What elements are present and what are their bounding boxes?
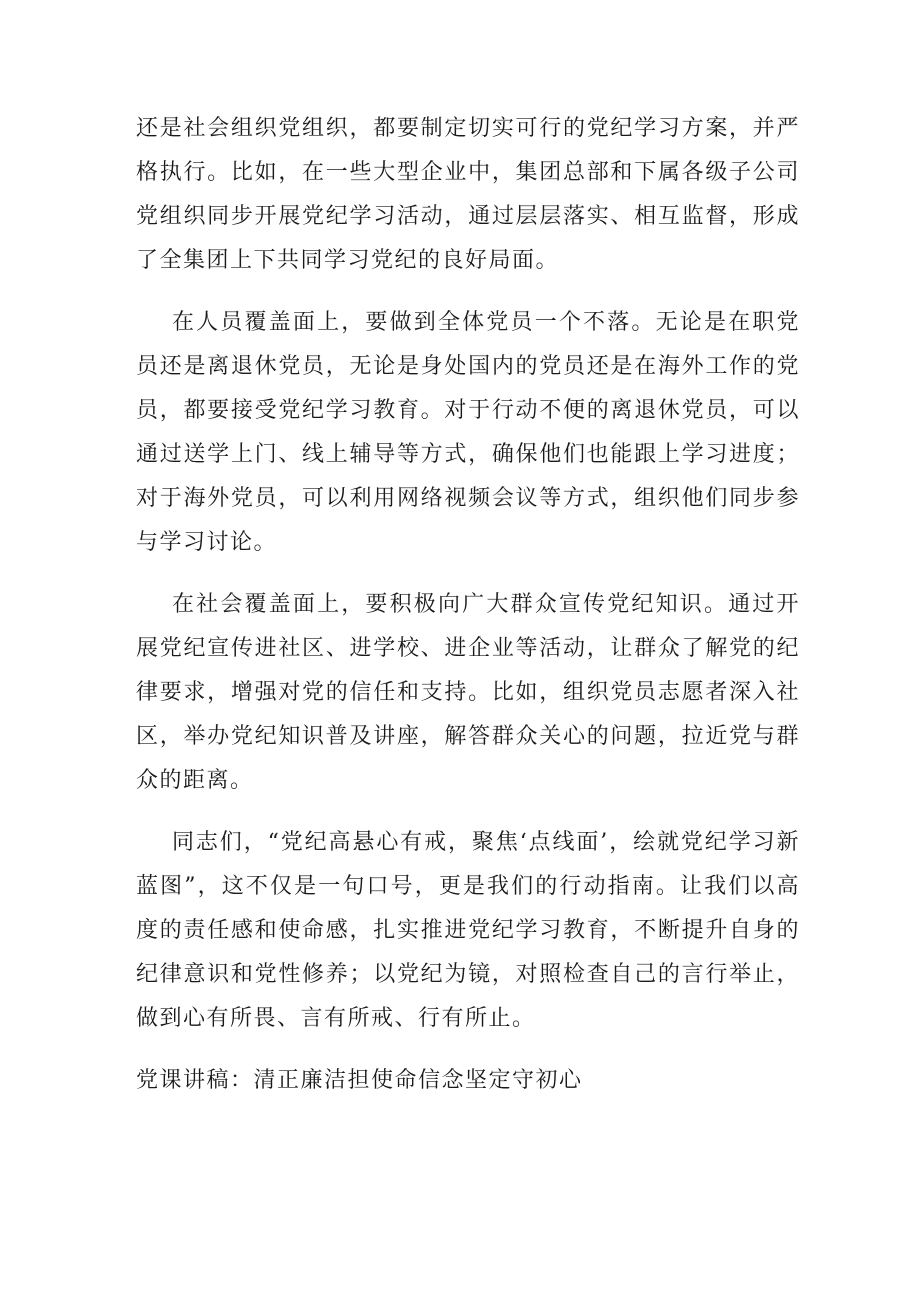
paragraph-2: 在人员覆盖面上，要做到全体党员一个不落。无论是在职党员还是离退休党员，无论是身处国内的党员还是在海外工作的党员，都要接受党纪学习教育。对于行动不便的离退休党员，可以通过送学上门、线上辅导等方式，确保他们也能跟上学习进度；对于海外党员，可以利用网络视频会议等方式，组织他们同步参与学习讨论。 (136, 310, 800, 555)
section-heading: 党课讲稿：清正廉洁担使命信念坚定守初心 (136, 1068, 583, 1093)
paragraph-1: 还是社会组织党组织，都要制定切实可行的党纪学习方案，并严格执行。比如，在一些大型企业中，集团总部和下属各级子公司党组织同步开展党纪学习活动，通过层层落实、相互监督，形成了全集团上下共同学习党纪的良好局面。 (136, 116, 800, 273)
paragraph-4: 同志们，“党纪高悬心有戒，聚焦‘点线面’，绘就党纪学习新蓝图”，这不仅是一句口号，更是我们的行动指南。让我们以高度的责任感和使命感，扎实推进党纪学习教育，不断提升自身的纪律意识和党性修养；以党纪为镜，对照检查自己的言行举止，做到心有所畏、言有所戒、行有所止。 (136, 830, 800, 1031)
document-page (136, 107, 800, 1103)
paragraph-3: 在社会覆盖面上，要积极向广大群众宣传党纪知识。通过开展党纪宣传进社区、进学校、进企业等活动，让群众了解党的纪律要求，增强对党的信任和支持。比如，组织党员志愿者深入社区，举办党纪知识普及讲座，解答群众关心的问题，拉近党与群众的距离。 (136, 592, 800, 793)
